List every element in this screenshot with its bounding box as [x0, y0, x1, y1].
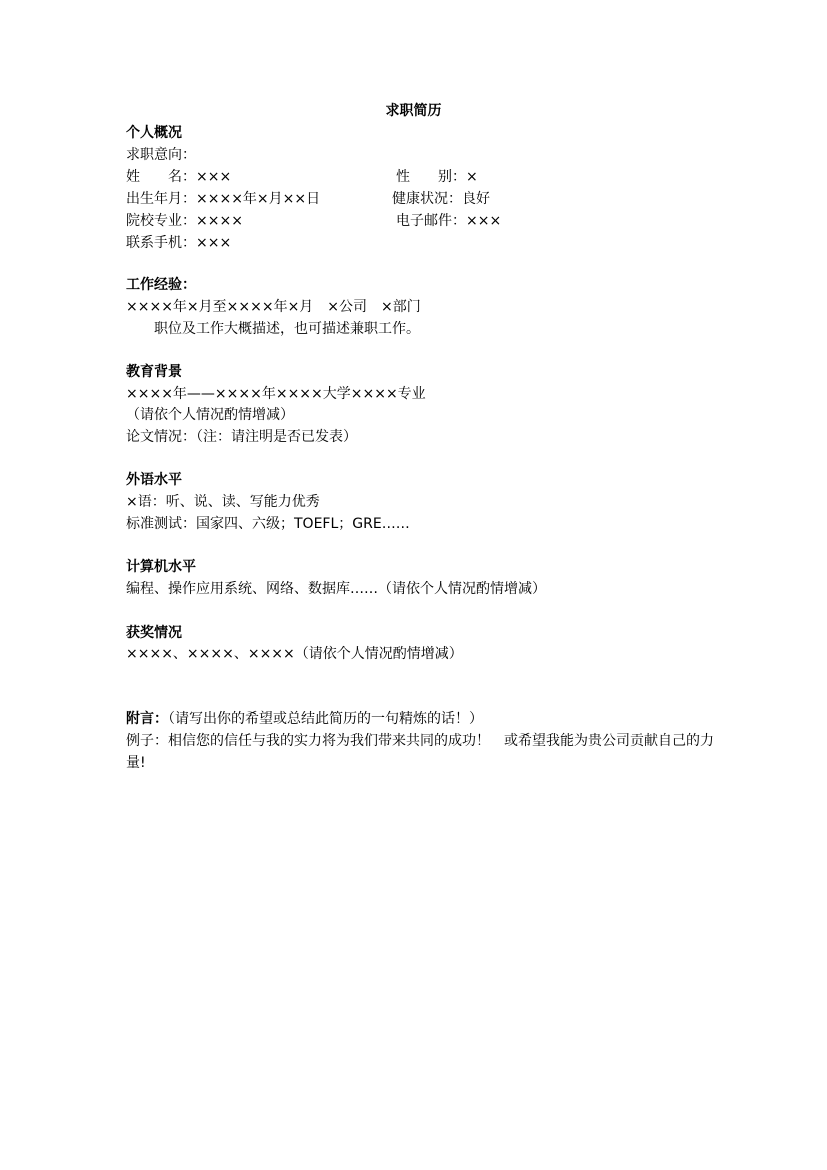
note-label: 附言：: [126, 711, 168, 727]
language-skill-line: ×语：听、说、读、写能力优秀: [126, 494, 320, 510]
name-value: ×××: [196, 169, 232, 185]
phone-value: ×××: [196, 235, 232, 251]
name-row: [126, 166, 231, 188]
birth-row: [126, 188, 320, 210]
section-heading-personal: 个人概况: [126, 125, 182, 141]
page-title: 求职简历: [385, 103, 442, 119]
phone-label: 联系手机：: [126, 235, 196, 251]
note-line: [126, 708, 483, 730]
email-label: 电子邮件：: [396, 213, 466, 229]
health-value: 良好: [462, 191, 490, 207]
thesis-line: 论文情况：（注：请注明是否已发表）: [126, 429, 357, 445]
work-description-line: 职位及工作大概描述，也可描述兼职工作。: [154, 321, 420, 337]
birth-value: ××××年×月××日: [196, 191, 321, 207]
section-heading-language: 外语水平: [126, 472, 182, 488]
school-row: [126, 210, 243, 232]
health-row: [392, 188, 490, 210]
note-text: （请写出你的希望或总结此简历的一句精炼的话！）: [168, 711, 483, 727]
email-value: ×××: [466, 213, 502, 229]
section-heading-awards: 获奖情况: [126, 625, 182, 641]
language-test-line: 标准测试：国家四、六级；TOEFL；GRE……: [126, 516, 410, 532]
section-heading-work: 工作经验：: [126, 277, 196, 293]
education-note-line: （请依个人情况酌情增减）: [126, 407, 294, 423]
phone-row: [126, 232, 231, 254]
education-period-line: ××××年——××××年××××大学××××专业: [126, 386, 426, 402]
computer-skill-line: 编程、操作应用系统、网络、数据库……（请依个人情况酌情增减）: [126, 581, 546, 597]
health-label: 健康状况：: [392, 191, 462, 207]
job-intent-label: 求职意向：: [126, 147, 196, 163]
section-heading-education: 教育背景: [126, 364, 182, 380]
birth-label: 出生年月：: [126, 191, 196, 207]
awards-line: ××××、××××、××××（请依个人情况酌情增减）: [126, 646, 463, 662]
school-value: ××××: [196, 213, 243, 229]
gender-label: 性 别：: [396, 169, 466, 185]
gender-value: ×: [466, 169, 478, 185]
school-label: 院校专业：: [126, 213, 196, 229]
note-example: 例子：相信您的信任与我的实力将为我们带来共同的成功！ 或希望我能为贵公司贡献自己的力量!: [126, 733, 714, 771]
section-heading-computer: 计算机水平: [126, 559, 196, 575]
email-row: [396, 210, 501, 232]
work-period-line: ××××年×月至××××年×月 ×公司 ×部门: [126, 299, 421, 315]
name-label: 姓 名：: [126, 169, 196, 185]
gender-row: [396, 166, 478, 188]
